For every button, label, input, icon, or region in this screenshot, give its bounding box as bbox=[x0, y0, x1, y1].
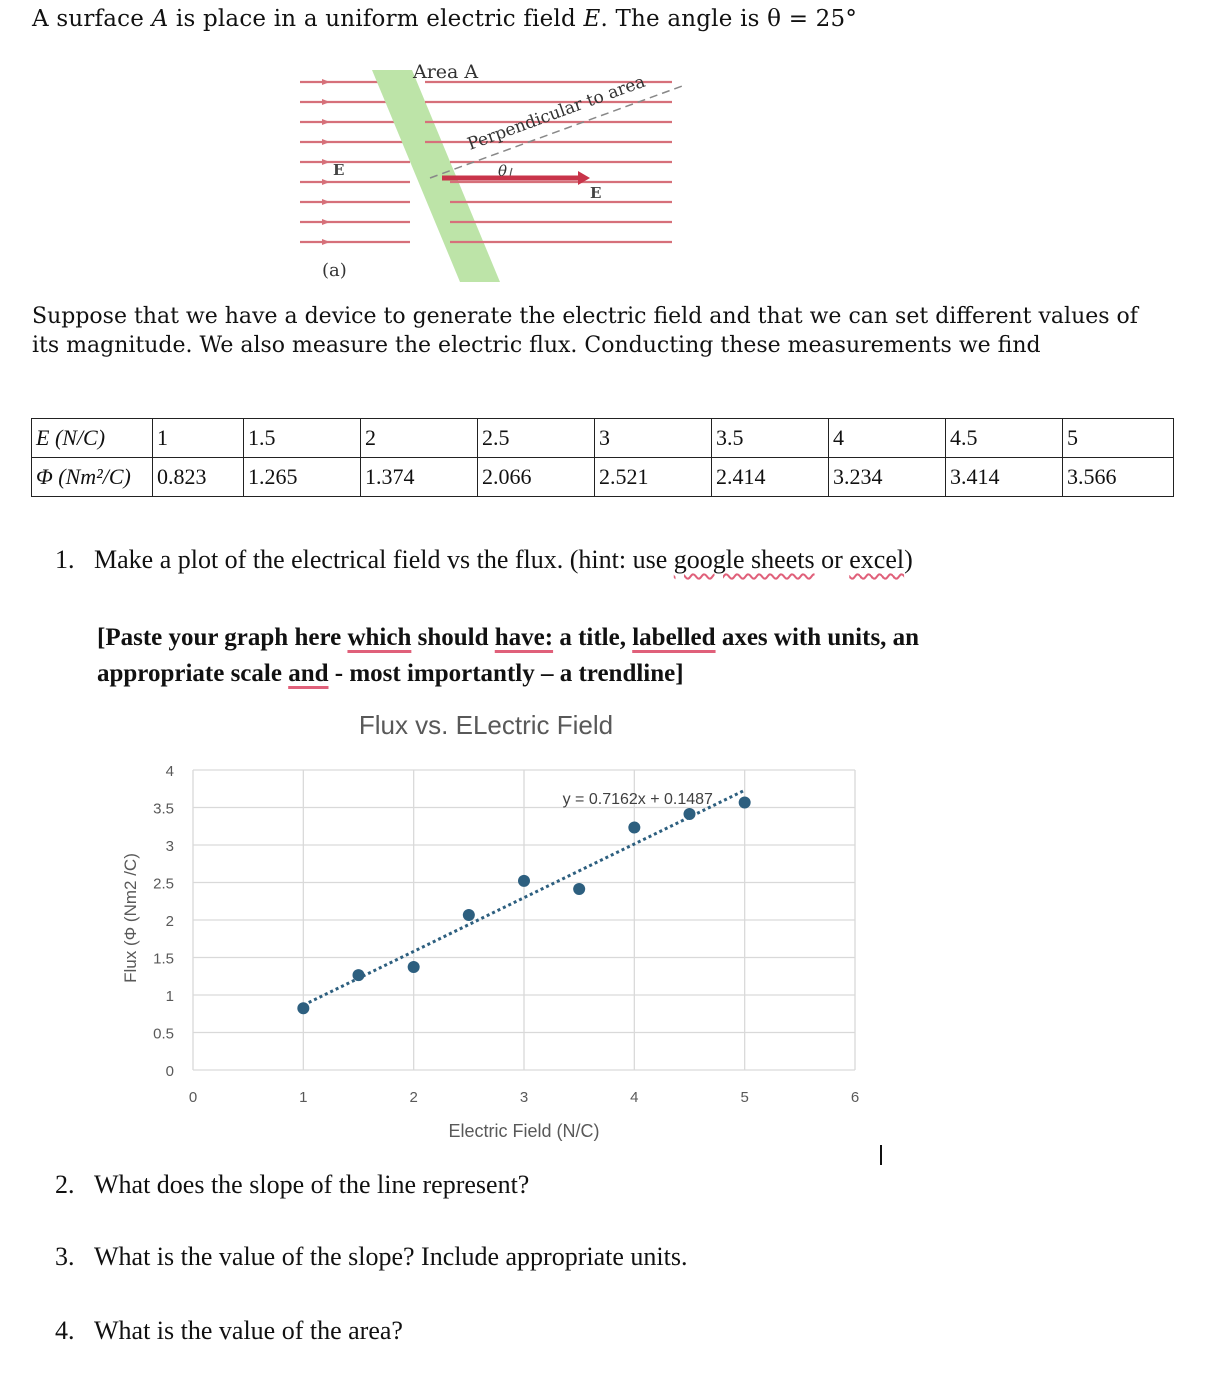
field-arrowhead bbox=[322, 119, 330, 125]
data-point bbox=[463, 909, 475, 921]
field-arrowhead bbox=[322, 139, 330, 145]
excel-text: excel bbox=[849, 545, 905, 574]
data-point bbox=[518, 875, 530, 887]
e-value-cell: 4.5 bbox=[946, 419, 1063, 458]
text-cursor[interactable] bbox=[880, 1145, 882, 1165]
e-value-cell: 2.5 bbox=[478, 419, 595, 458]
e-value-cell: 2 bbox=[361, 419, 478, 458]
y-tick-label: 4 bbox=[165, 763, 174, 780]
y-tick-label: 1.5 bbox=[153, 950, 174, 968]
flux-value-cell: 2.414 bbox=[712, 458, 829, 497]
y-tick-label: 3.5 bbox=[153, 800, 174, 818]
e-value-cell: 3 bbox=[595, 419, 712, 458]
intro-text-c: . The angle is bbox=[600, 6, 768, 32]
instructions-line-2: appropriate scale and - most importantly – a trendline] bbox=[97, 660, 684, 687]
x-axis-ticks bbox=[189, 1089, 859, 1106]
surface-field-diagram bbox=[300, 50, 690, 290]
intro-text-a: A surface bbox=[32, 6, 152, 32]
perpendicular-label: Perpendicular to area bbox=[464, 71, 648, 155]
data-point bbox=[684, 808, 696, 820]
row-header-flux: Φ (Nm²/C) bbox=[32, 458, 153, 497]
e-value-cell: 1 bbox=[153, 419, 244, 458]
flux-value-cell: 3.566 bbox=[1063, 458, 1174, 497]
data-point bbox=[408, 961, 420, 973]
x-tick-label: 5 bbox=[740, 1089, 749, 1106]
chart-grid bbox=[193, 770, 855, 1070]
y-axis-label: Flux (Φ (Nm2 /C) bbox=[121, 853, 140, 983]
x-tick-label: 1 bbox=[299, 1089, 308, 1106]
flux-value-cell: 2.066 bbox=[478, 458, 595, 497]
flux-value-cell: 3.414 bbox=[946, 458, 1063, 497]
y-tick-label: 0.5 bbox=[153, 1025, 174, 1043]
normal-dashed-line bbox=[430, 85, 685, 178]
e-value-cell: 1.5 bbox=[244, 419, 361, 458]
measurement-paragraph: Suppose that we have a device to generate the electric field and that we can set different values of its magnitude. We also measure the electric flux. Conducting these measurements we find bbox=[32, 304, 1138, 358]
flux-value-cell: 0.823 bbox=[153, 458, 244, 497]
e-value-cell: 4 bbox=[829, 419, 946, 458]
field-arrowhead bbox=[322, 159, 330, 165]
data-point bbox=[353, 969, 365, 981]
flux-value-cell: 1.265 bbox=[244, 458, 361, 497]
data-point bbox=[739, 797, 751, 809]
instructions-line-1: [Paste your graph here which should have: a title, labelled axes with units, an bbox=[97, 624, 920, 651]
y-tick-label: 2.5 bbox=[153, 875, 174, 893]
theta-label: θ bbox=[498, 162, 508, 180]
measurement-table bbox=[31, 418, 1174, 497]
x-tick-label: 2 bbox=[409, 1089, 418, 1106]
row-header-e: E (N/C) bbox=[32, 419, 153, 458]
area-label: Area A bbox=[413, 61, 479, 83]
intro-sentence bbox=[32, 6, 857, 32]
flux-value-cell: 1.374 bbox=[361, 458, 478, 497]
intro-text-b: is place in a uniform electric field bbox=[168, 6, 584, 32]
question-4: 4. What is the value of the area? bbox=[55, 1316, 403, 1345]
x-tick-label: 4 bbox=[630, 1089, 639, 1106]
surface-symbol: A bbox=[151, 6, 169, 32]
field-arrowhead bbox=[322, 199, 330, 205]
x-tick-label: 0 bbox=[188, 1089, 198, 1106]
graph-instructions bbox=[97, 620, 919, 692]
e-left-label: E bbox=[333, 161, 345, 179]
question-2: 2. What does the slope of the line represent? bbox=[55, 1170, 530, 1199]
google-sheets-text: google sheets bbox=[673, 545, 815, 574]
data-point bbox=[573, 883, 585, 895]
y-axis-ticks bbox=[153, 763, 174, 1080]
y-tick-label: 2 bbox=[165, 913, 174, 930]
field-arrowhead bbox=[322, 239, 330, 245]
field-arrowhead bbox=[322, 219, 330, 225]
question-1: 1. Make a plot of the electrical field vs the flux. (hint: use google sheets or excel) bbox=[55, 545, 913, 574]
field-arrowhead bbox=[322, 79, 330, 85]
x-tick-label: 3 bbox=[519, 1089, 529, 1106]
x-axis-label: Electric Field (N/C) bbox=[448, 1121, 600, 1141]
e-value-cell: 3.5 bbox=[712, 419, 829, 458]
chart-title: Flux vs. ELectric Field bbox=[358, 710, 614, 740]
field-symbol: E bbox=[583, 6, 601, 32]
data-point bbox=[628, 821, 640, 833]
figure-sublabel: (a) bbox=[322, 260, 347, 281]
y-tick-label: 3 bbox=[165, 838, 174, 855]
trendline-equation: y = 0.7162x + 0.1487 bbox=[562, 790, 713, 808]
flux-value-cell: 3.234 bbox=[829, 458, 946, 497]
data-point bbox=[297, 1002, 309, 1014]
field-arrowhead bbox=[322, 99, 330, 105]
table-row-flux bbox=[32, 458, 1174, 497]
e-vector-label: E bbox=[590, 184, 602, 202]
table-row-e bbox=[32, 419, 1174, 458]
flux-value-cell: 2.521 bbox=[595, 458, 712, 497]
y-tick-label: 0 bbox=[165, 1063, 174, 1080]
question-3: 3. What is the value of the slope? Include appropriate units. bbox=[55, 1242, 688, 1271]
field-arrowhead bbox=[322, 179, 330, 185]
x-tick-label: 6 bbox=[850, 1089, 860, 1106]
flux-scatter-chart bbox=[110, 700, 890, 1155]
y-tick-label: 1 bbox=[165, 988, 174, 1005]
e-value-cell: 5 bbox=[1063, 419, 1174, 458]
angle-value: θ = 25° bbox=[767, 6, 858, 32]
